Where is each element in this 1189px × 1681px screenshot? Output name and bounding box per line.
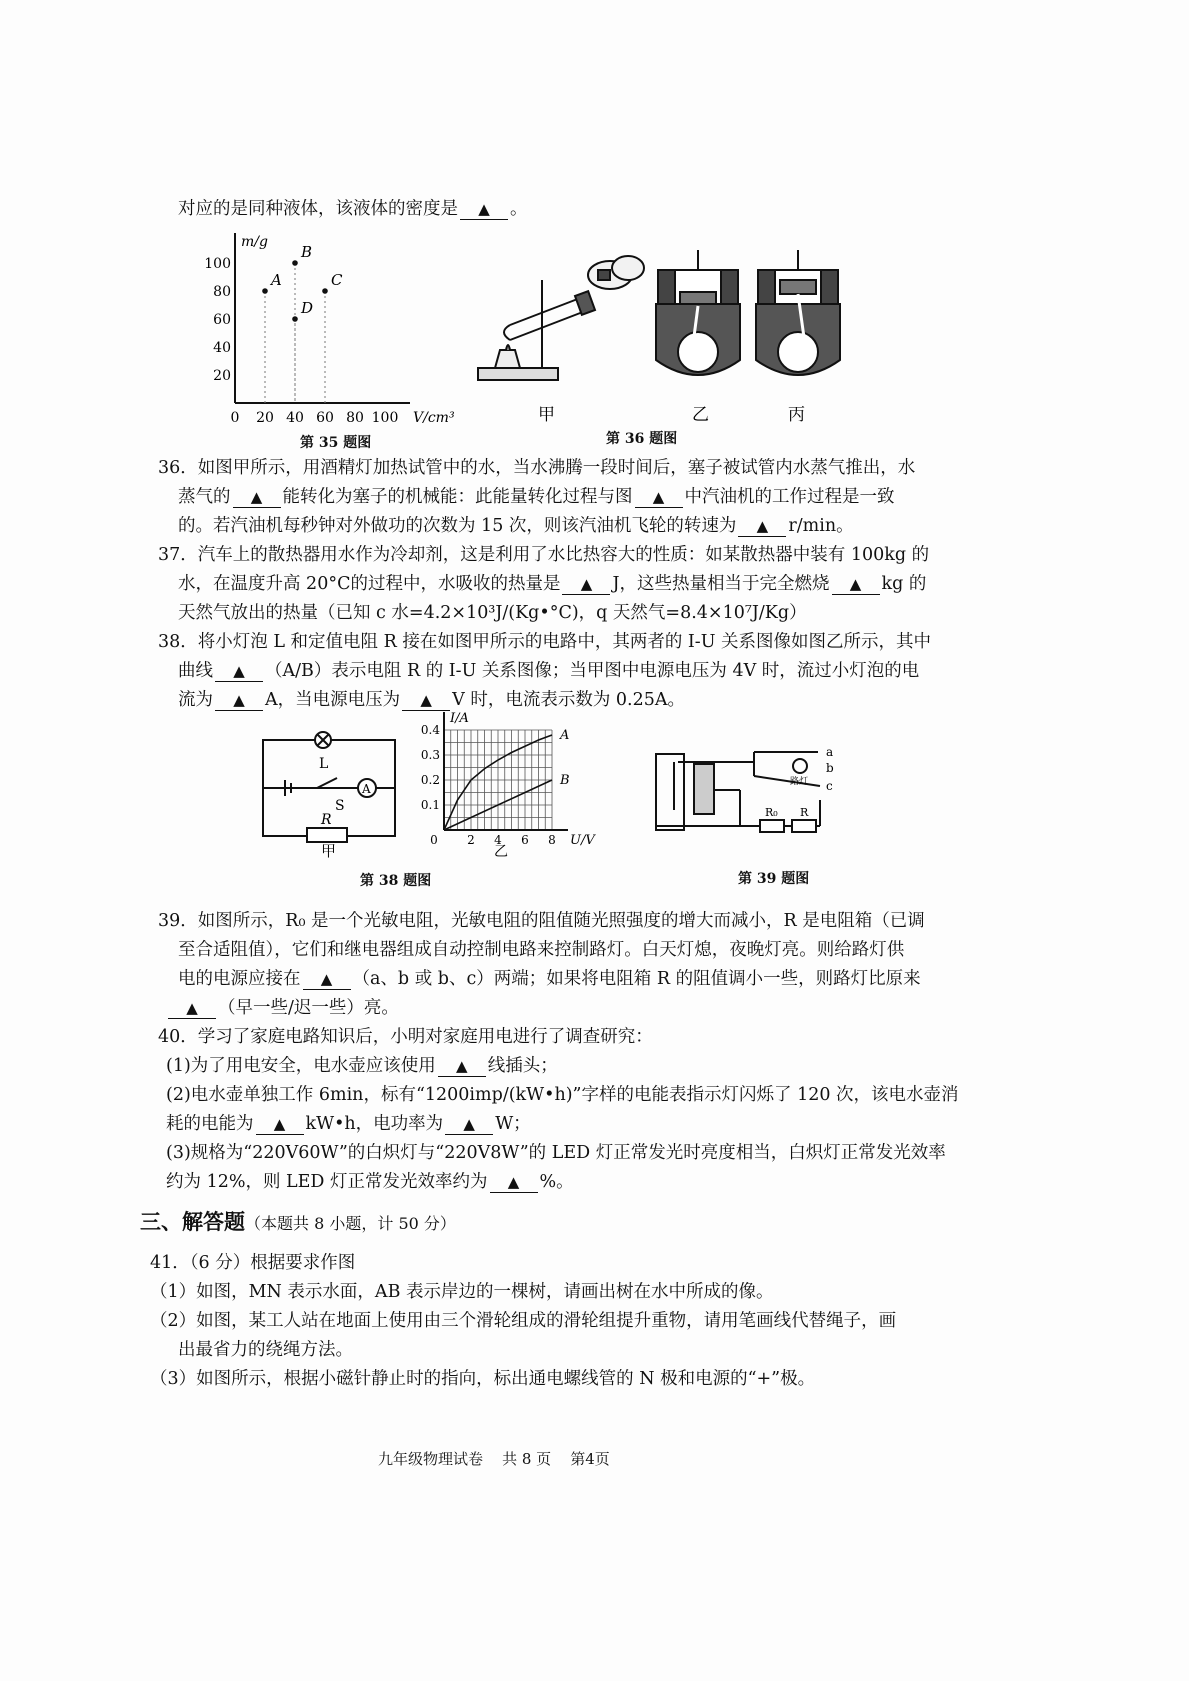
answer-blank[interactable]: ▲: [438, 1056, 486, 1077]
q38-t2a: 曲线: [178, 661, 213, 681]
y-tick-label: 0.4: [420, 723, 440, 737]
switch-label: S: [335, 798, 345, 814]
terminal-a: a: [826, 745, 834, 759]
q38-t3c: V 时，电流表示数为 0.25A。: [452, 690, 686, 710]
y-tick-label: 0.2: [420, 773, 440, 787]
q40-t2a: (1)为了用电安全，电水壶应该使用: [166, 1056, 436, 1076]
q38-t3b: A，当电源电压为: [265, 690, 401, 710]
engine-yi: [656, 250, 740, 375]
resistor-label: R: [321, 812, 332, 828]
q36-t3a: 的。若汽油机每秒钟对外做功的次数为 15 次，则该汽油机飞轮的转速为: [178, 516, 737, 536]
lamp-label: 路灯: [790, 777, 809, 787]
q40-t6a: 约为 12%，则 LED 灯正常发光效率约为: [166, 1172, 488, 1192]
x-tick-label: 80: [346, 410, 364, 426]
ammeter-label: A: [362, 782, 371, 796]
fig39-relay-circuit: [650, 740, 840, 840]
q41-line2: （1）如图，MN 表示水面，AB 表示岸边的一棵树，请画出树在水中所成的像。: [150, 1282, 774, 1302]
x-tick-label: 20: [256, 410, 274, 426]
q39-line2: 至合适阻值），它们和继电器组成自动控制电路来控制路灯。白天灯熄，夜晚灯亮。则给路灯供: [178, 940, 905, 960]
section3-heading: [140, 1206, 456, 1236]
y-tick-label: 60: [213, 312, 231, 328]
q40-t4a: 耗的电能为: [166, 1114, 254, 1134]
data-point-C: [322, 288, 328, 294]
series-A-label: A: [560, 728, 570, 743]
x-tick-label: 8: [548, 833, 556, 847]
q37-line1: 37．汽车上的散热器用水作为冷却剂，这是利用了水比热容大的性质：如某散热器中装有 100kg 的: [158, 545, 930, 565]
q39-t4b: （早一些/迟一些）亮。: [218, 998, 399, 1018]
fig39-caption: 第 39 题图: [738, 871, 810, 887]
answer-blank[interactable]: ▲: [215, 661, 263, 682]
answer-blank[interactable]: ▲: [303, 969, 351, 990]
answer-blank[interactable]: ▲: [635, 487, 683, 508]
relay-labels: [765, 745, 834, 819]
fig35-caption: 第 35 题图: [300, 435, 372, 451]
y-tick-label: 0.1: [420, 798, 440, 812]
q38-t3a: 流为: [178, 690, 213, 710]
fig36-caption: 第 36 题图: [606, 431, 678, 447]
point-label-B: B: [301, 243, 313, 261]
fig38-iu-graph: [412, 700, 612, 860]
answer-blank[interactable]: ▲: [233, 487, 281, 508]
q36-line1: 36．如图甲所示，用酒精灯加热试管中的水，当水沸腾一段时间后，塞子被试管内水蒸气推出，水: [158, 458, 916, 478]
q39-t3a: 电的电源应接在: [178, 969, 301, 989]
y-tick-label: 100: [204, 256, 231, 272]
q41-line1: 41．（6 分）根据要求作图: [150, 1253, 356, 1273]
footer: [378, 1448, 610, 1469]
answer-blank[interactable]: ▲: [460, 199, 508, 220]
q38-line2: [178, 658, 919, 684]
lamp-label: L: [319, 756, 329, 772]
y-tick-label: 80: [213, 284, 231, 300]
q40-line3: (2)电水壶单独工作 6min，标有“1200imp/(kW•h)”字样的电能表指示灯闪烁了 120 次，该电水壶消: [166, 1085, 959, 1105]
q40-line5: (3)规格为“220V60W”的白炽灯与“220V8W”的 LED 灯正常发光时亮度相当，白炽灯正常发光效率: [166, 1143, 946, 1163]
q39-line3: [178, 966, 921, 992]
fig36-label-bing: 丙: [788, 405, 805, 425]
y-axis-label: I/A: [450, 711, 469, 726]
q40-t2b: 线插头；: [487, 1056, 558, 1076]
q36-line2: [178, 484, 895, 510]
q37-t2c: kg 的: [881, 574, 927, 594]
x-tick-label: 100: [371, 410, 399, 426]
r-label: R: [800, 806, 809, 819]
fig35-scatter-chart: [195, 228, 465, 433]
q37-t2b: J，这些热量相当于完全燃烧: [612, 574, 830, 594]
x-axis-label: V/cm³: [413, 410, 455, 426]
fig36-label-jia: 甲: [538, 405, 555, 425]
series-B-label: B: [560, 773, 570, 788]
x-axis-label: U/V: [570, 833, 595, 848]
terminal-c: c: [826, 779, 833, 793]
fig35-plot: [204, 233, 455, 426]
footer-page: 第4页: [570, 1450, 610, 1468]
fig38-caption: 第 38 题图: [360, 873, 432, 889]
answer-blank[interactable]: ▲: [738, 516, 786, 537]
q39-line1: 39．如图所示，R₀ 是一个光敏电阻，光敏电阻的阻值随光照强度的增大而减小，R 是电阻箱（已调: [158, 911, 925, 931]
y-tick-label: 40: [213, 340, 231, 356]
q36-t3b: r/min。: [788, 516, 854, 536]
y-axis-label: m/g: [241, 234, 268, 250]
q40-line6: [166, 1169, 574, 1195]
q37-line2: [178, 571, 926, 597]
data-point-B: [292, 260, 298, 266]
fig36-label-yi: 乙: [692, 405, 709, 425]
q40-line4: [166, 1111, 531, 1137]
q36-t2a: 蒸气的: [178, 487, 231, 507]
answer-blank[interactable]: ▲: [445, 1114, 493, 1135]
x-tick-label: 60: [316, 410, 334, 426]
q40-t4b: kW•h，电功率为: [305, 1114, 444, 1134]
q40-t6b: %。: [539, 1172, 574, 1192]
q41-line4: 出最省力的绕绳方法。: [178, 1340, 353, 1360]
q37-t2a: 水，在温度升高 20°C的过程中，水吸收的热量是: [178, 574, 561, 594]
section3-title: 三、解答题: [140, 1209, 245, 1234]
q39-t3b: （a、b 或 b、c）两端；如果将电阻箱 R 的阻值调小一些，则路灯比原来: [352, 969, 921, 989]
point-label-C: C: [331, 271, 343, 289]
q39-line4: [166, 995, 399, 1021]
test-tube-apparatus: [478, 256, 644, 380]
q36-t2b: 能转化为塞子的机械能：此能量转化过程与图: [282, 487, 633, 507]
graph-label-yi: 乙: [494, 844, 508, 860]
point-label-D: D: [301, 299, 314, 317]
data-point-A: [262, 288, 268, 294]
data-point-D: [292, 316, 298, 322]
fig38-plot: [421, 711, 596, 860]
section3-note: （本题共 8 小题，计 50 分）: [245, 1214, 456, 1233]
x-tick-label: 2: [467, 833, 475, 847]
q35-text: 对应的是同种液体，该液体的密度是: [178, 199, 458, 219]
footer-subject: 九年级物理试卷: [378, 1450, 484, 1468]
q38-line1: 38．将小灯泡 L 和定值电阻 R 接在如图甲所示的电路中，其两者的 I-U 关系图像如图乙所示，其中: [158, 632, 932, 652]
q40-line2: [166, 1053, 558, 1079]
engine-bing: [756, 250, 840, 375]
answer-blank[interactable]: ▲: [562, 574, 610, 595]
answer-blank[interactable]: ▲: [402, 690, 450, 711]
y-tick-label: 0.3: [420, 748, 440, 762]
x-tick-label: 0: [430, 833, 438, 847]
x-tick-label: 40: [286, 410, 304, 426]
q40-line1: 40．学习了家庭电路知识后，小明对家庭用电进行了调查研究：: [158, 1027, 653, 1047]
answer-blank[interactable]: ▲: [832, 574, 880, 595]
q41-line3: （2）如图，某工人站在地面上使用由三个滑轮组成的滑轮组提升重物，请用笔画线代替绳子，画: [150, 1311, 897, 1331]
q41-line5: （3）如图所示，根据小磁针静止时的指向，标出通电螺线管的 N 极和电源的“+”极。: [150, 1369, 816, 1389]
answer-blank[interactable]: ▲: [215, 690, 263, 711]
q35-end: 。: [510, 199, 528, 219]
fig38-circuit: [255, 728, 405, 858]
x-tick-label: 0: [230, 410, 240, 426]
point-label-A: A: [271, 271, 282, 289]
q35-tail: [178, 196, 528, 222]
terminal-b: b: [826, 761, 834, 775]
q40-t4c: W；: [495, 1114, 531, 1134]
answer-blank[interactable]: ▲: [168, 998, 216, 1019]
circuit-label-jia: 甲: [321, 842, 337, 858]
q38-t2b: （A/B）表示电阻 R 的 I-U 关系图像；当甲图中电源电压为 4V 时，流过小灯泡的电: [265, 661, 920, 681]
answer-blank[interactable]: ▲: [490, 1172, 538, 1193]
fig36-figure: [470, 240, 850, 430]
answer-blank[interactable]: ▲: [256, 1114, 304, 1135]
footer-total: 共 8 页: [502, 1450, 552, 1468]
x-tick-label: 4: [494, 833, 502, 847]
r0-label: R₀: [765, 806, 778, 819]
q36-t2c: 中汽油机的工作过程是一致: [684, 487, 895, 507]
q37-line3: 天然气放出的热量（已知 c 水=4.2×10³J/(Kg•°C)，q 天然气=8.4×10⁷J/Kg）: [178, 603, 807, 623]
q36-line3: [178, 513, 854, 539]
x-tick-label: 6: [521, 833, 529, 847]
y-tick-label: 20: [213, 368, 231, 384]
